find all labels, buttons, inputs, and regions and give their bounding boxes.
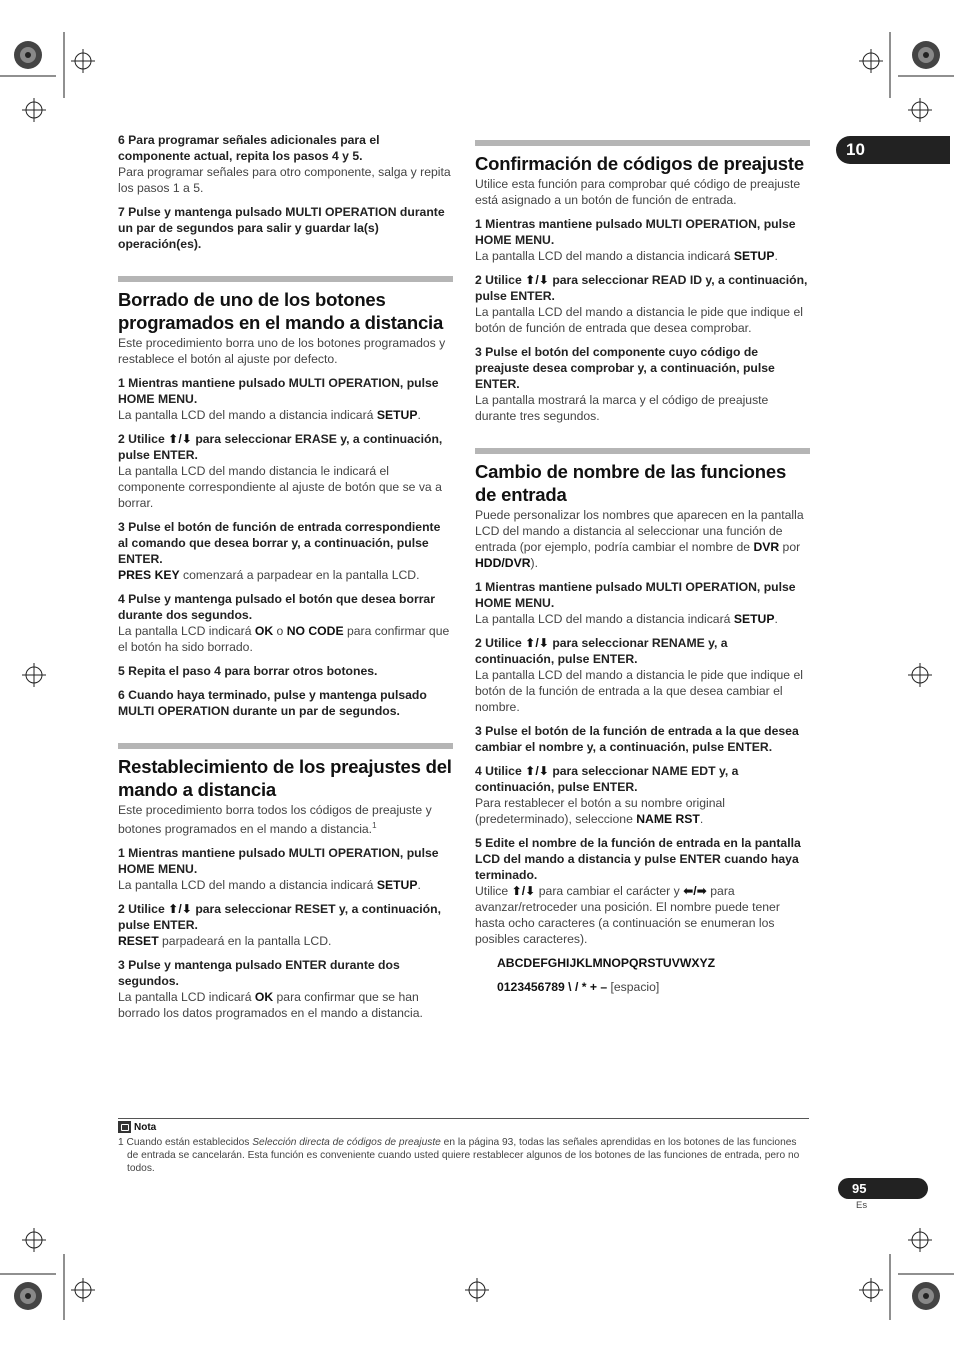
footnote-ref: 1 [372,821,377,830]
section-bar [475,448,810,454]
reset-step-1 [118,845,453,893]
step-body: La pantalla LCD del mando a distancia indicará SETUP. [118,408,421,422]
section-title: Cambio de nombre de las funciones de entrada [475,461,787,505]
lcd-text: HDD/DVR [475,556,531,570]
step-body: La pantalla LCD del mando a distancia indicará SETUP. [118,878,421,893]
right-column [475,140,810,1003]
section-bar [118,743,453,749]
lcd-text: RESET [118,934,159,949]
language-code: Es [856,1200,868,1211]
lcd-text: NO CODE [286,624,344,638]
section-title: Borrado de uno de los botones programados en el mando a distancia [118,289,444,333]
step-title: 5 Edite el nombre de la función de entrada en la pantalla LCD del mando a distancia y pulse ENTER cuando haya terminado. [475,836,801,882]
lcd-text: OK [254,990,274,1005]
step-7 [118,204,453,252]
confirm-step-3 [475,344,810,424]
lcd-text: SETUP [376,408,418,422]
rename-step-5 [475,835,810,947]
step-title: 1 Mientras mantiene pulsado MULTI OPERATION, pulse HOME MENU. [475,217,796,247]
section-bar [118,276,453,282]
step-body: La pantalla mostrará la marca y el código de preajuste durante tres segundos. [475,393,769,423]
step-title: 3 Pulse el botón del componente cuyo código de preajuste desea comprobar y, a continuación, pulse ENTER. [475,345,775,391]
lcd-text: SETUP [376,878,418,893]
rename-step-4 [475,763,810,827]
step-body: RESET parpadeará en la pantalla LCD. [118,934,332,949]
step-body: La pantalla LCD del mando a distancia le pide que indique el botón de la función de entrada a la que desea cambiar el nombre. [475,668,803,714]
step-6 [118,132,453,196]
step-title: 4 Utilice ⬆/⬇ para seleccionar NAME EDT y, a continuación, pulse ENTER. [475,764,739,794]
step-title: 6 Cuando haya terminado, pulse y mantenga pulsado MULTI OPERATION durante un par de segundos. [118,688,427,718]
section-bar [475,140,810,146]
step-title: 1 Mientras mantiene pulsado MULTI OPERATION, pulse HOME MENU. [475,580,796,610]
rename-step-1 [475,579,810,627]
section-title: Confirmación de códigos de preajuste [475,153,804,174]
step-body: La pantalla LCD del mando a distancia indicará SETUP. [475,612,778,626]
footnote-text: 1 Cuando están establecidos Selección directa de códigos de preajuste en la página 93, todas las señales aprendidas en los botones de las funciones de entrada se cancelarán. Esta función es conveniente cuando usted quiere restablecer algunos de los botones de las funciones de entrada, pero no todos. [118,1137,800,1174]
up-down-arrows-icon: ⬆/⬇ [525,764,549,778]
step-body: La pantalla LCD del mando distancia le indicará el componente correspondiente al ajuste de botón que se va a borrar. [118,464,442,510]
lcd-text: PRES KEY [118,568,180,582]
section-intro: Este procedimiento borra uno de los botones programados y restablece el botón al ajuste por defecto. [118,336,446,366]
step-title: 1 Mientras mantiene pulsado MULTI OPERATION, pulse HOME MENU. [118,376,439,406]
step-title: 5 Repita el paso 4 para borrar otros botones. [118,664,378,678]
up-down-arrows-icon: ⬆/⬇ [525,636,549,650]
erase-step-5 [118,663,453,679]
step-title: 4 Pulse y mantenga pulsado el botón que desea borrar durante dos segundos. [118,592,435,622]
allowed-characters-symbols: 0123456789 \ / * + – [espacio] [497,980,660,994]
section-rename [475,448,810,995]
step-body: La pantalla LCD del mando a distancia le pide que indique el botón de función de entrada que desea comprobar. [475,305,803,335]
up-down-arrows-icon: ⬆/⬇ [511,884,536,898]
page-number: 95 [838,1178,928,1199]
section-erase [118,276,453,719]
lcd-text: SETUP [733,249,775,263]
up-down-arrows-icon: ⬆/⬇ [525,273,549,287]
step-body: La pantalla LCD indicará OK para confirmar que se han borrado los datos programados en el mando a distancia. [118,990,423,1021]
left-right-arrows-icon: ⬅/➡ [683,884,707,898]
step-title: 3 Pulse el botón de función de entrada correspondiente al comando que desea borrar y, a continuación, pulse ENTER. [118,520,441,566]
step-title: 7 Pulse y mantenga pulsado MULTI OPERATION durante un par de segundos para salir y guardar la(s) operación(es). [118,205,445,251]
lcd-text: OK [254,624,274,638]
lcd-text: NAME RST [636,812,700,826]
up-down-arrows-icon: ⬆/⬇ [168,902,192,917]
step-body: La pantalla LCD del mando a distancia indicará SETUP. [475,249,778,263]
step-title: 3 Pulse el botón de la función de entrada a la que desea cambiar el nombre y, a continuación, pulse ENTER. [475,724,799,754]
section-title: Restablecimiento de los preajustes del mando a distancia [118,756,452,800]
section-confirm [475,140,810,424]
erase-step-3 [118,519,453,583]
step-title: 6 Para programar señales adicionales para el componente actual, repita los pasos 4 y 5. [118,133,380,163]
section-intro: Utilice esta función para comprobar qué código de preajuste está asignado a un botón de función de entrada. [475,177,801,207]
erase-step-1 [118,375,453,423]
footnote-rule [118,1118,809,1119]
step-title: 2 Utilice ⬆/⬇ para seleccionar RENAME y, a continuación, pulse ENTER. [475,636,728,666]
step-body: Para programar señales para otro componente, salga y repita los pasos 1 a 5. [118,165,451,195]
confirm-step-2 [475,272,810,336]
reset-step-3 [118,957,453,1021]
chapter-tab: 10 [836,136,950,164]
rename-step-2 [475,635,810,715]
note-icon [118,1121,131,1133]
erase-step-2 [118,431,453,511]
lcd-text: SETUP [733,612,775,626]
step-body: Utilice ⬆/⬇ para cambiar el carácter y ⬅/➡ para avanzar/retroceder una posición. El nombre puede tener hasta ocho caracteres (a continuación se enumeran los posibles caracteres). [475,884,780,946]
step-body: PRES KEY comenzará a parpadear en la pantalla LCD. [118,568,420,582]
confirm-step-1 [475,216,810,264]
step-body: Para restablecer el botón a su nombre original (predeterminado), seleccione NAME RST. [475,796,725,826]
allowed-characters-letters: ABCDEFGHIJKLMNOPQRSTUVWXYZ [497,956,716,970]
section-intro: Este procedimiento borra todos los códigos de preajuste y botones programados en el mando a distancia.$^1$ [118,803,432,837]
erase-step-4 [118,591,453,655]
space-label: [espacio] [610,980,660,994]
step-body: La pantalla LCD indicará OK o NO CODE para confirmar que el botón ha sido borrado. [118,624,450,654]
section-intro: Puede personalizar los nombres que aparecen en la pantalla LCD del mando a distancia al seleccionar una función de entrada (por ejemplo, podría cambiar el nombre de DVR por HDD/DVR). [475,508,804,570]
step-title: 2 Utilice ⬆/⬇ para seleccionar READ ID y, a continuación, pulse ENTER. [475,273,808,303]
step-title: 2 Utilice ⬆/⬇ para seleccionar ERASE y, a continuación, pulse ENTER. [118,432,443,462]
left-column [118,132,453,1029]
up-down-arrows-icon: ⬆/⬇ [168,432,192,446]
reset-step-2 [118,901,453,949]
step-title: 2 Utilice ⬆/⬇ para seleccionar RESET y, a continuación, pulse ENTER. [118,902,441,933]
section-reset [118,743,453,1021]
step-title: 1 Mientras mantiene pulsado MULTI OPERATION, pulse HOME MENU. [118,846,439,877]
lcd-text: DVR [753,540,780,554]
rename-step-3 [475,723,810,755]
footnote-heading: Nota [118,1121,156,1133]
erase-step-6 [118,687,453,719]
step-title: 3 Pulse y mantenga pulsado ENTER durante dos segundos. [118,958,400,989]
